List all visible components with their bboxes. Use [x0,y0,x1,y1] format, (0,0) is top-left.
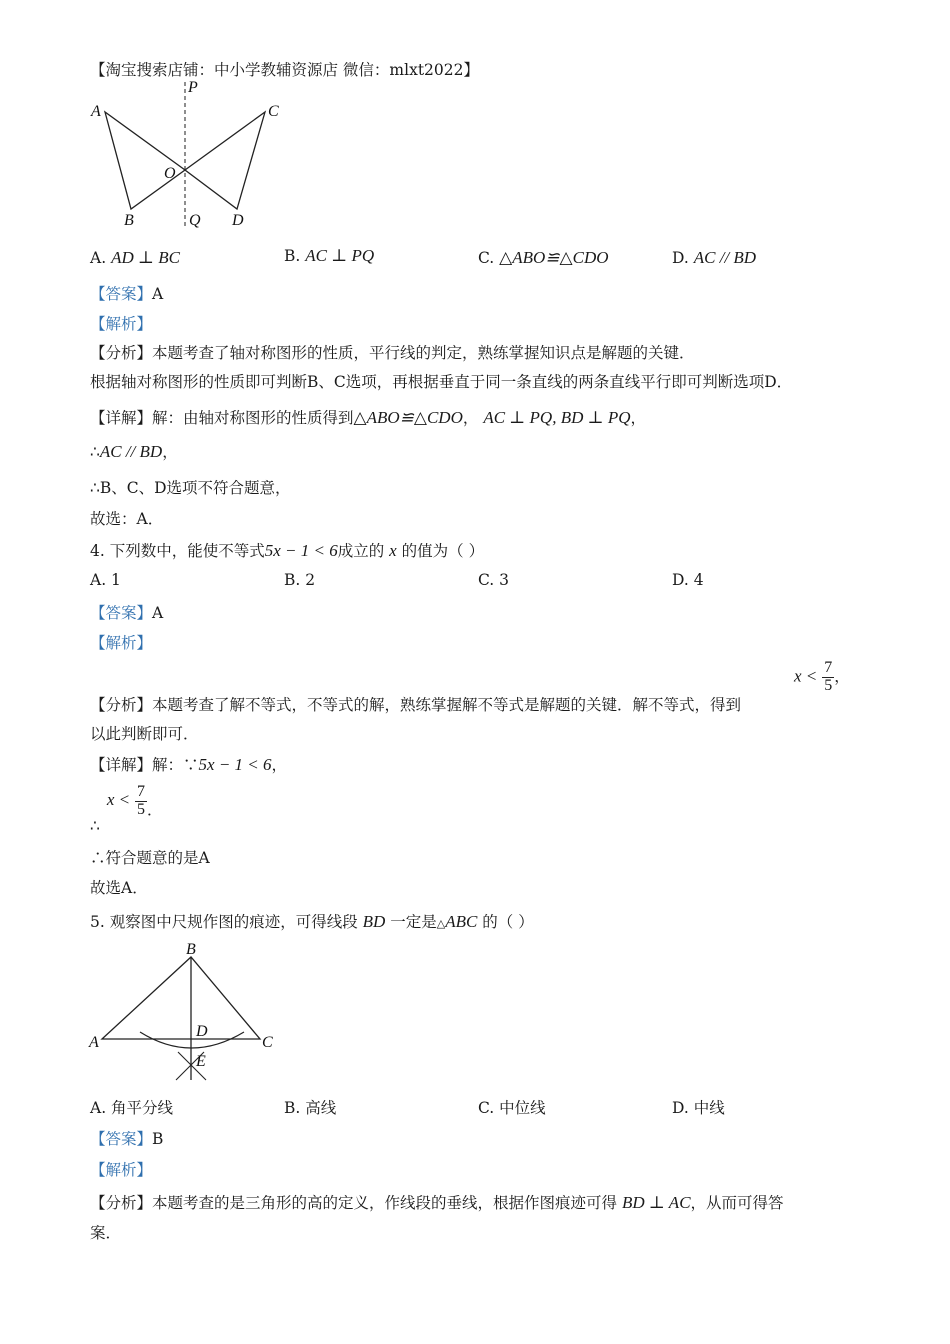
q5-stem: 5. 观察图中尺规作图的痕迹，可得线段 BD 一定是△ABC 的（ ） [90,912,534,931]
q5-option-a: A. 角平分线 [90,1099,174,1117]
label-Q: Q [189,212,201,229]
label-P: P [188,79,198,96]
page-header: 【淘宝搜索店铺：中小学教辅资源店 微信：mlxt2022】 [90,61,480,79]
label-E: E [196,1053,206,1070]
q3-therefore1: ∴AC // BD， [90,442,178,461]
q3-conclusion: 故选：A． [90,510,164,528]
q4-stem: 4. 下列数中，能使不等式5x − 1 < 6成立的 x 的值为（ ） [90,541,485,560]
q3-fenxi2: 根据轴对称图形的性质即可判断B、C选项，再根据垂直于同一条直线的两条直线平行即可判断选项D． [90,373,793,391]
q3-therefore2: ∴B、C、D选项不符合题意， [90,479,291,497]
q4-detail: 【详解】解：∵5x − 1 < 6， [90,755,288,774]
figure-bowtie [88,78,288,230]
q5-fenxi2: 案． [90,1224,122,1242]
q4-option-a: A. 1 [90,571,121,589]
q4-option-b: B. 2 [284,571,316,589]
q3-option-b: B. AC ⊥ PQ [284,246,375,265]
q5-analysis-tag: 【解析】 [90,1161,153,1179]
q5-fenxi: 【分析】本题考查的是三角形的高的定义，作线段的垂线，根据作图痕迹可得 BD ⊥ AC，从而可得答 [90,1193,784,1212]
q4-option-c: C. 3 [478,571,510,589]
q4-fenxi2: 以此判断即可． [90,725,199,743]
figure-triangle-construction [88,940,283,1085]
q3-analysis-tag: 【解析】 [90,315,153,333]
q4-result: ∴符合题意的是A [90,849,210,867]
label-B: B [186,941,196,958]
q3-option-a: A. AD ⊥ BC [90,248,180,267]
fraction-seven-fifths-2: $\frac{7}{5}$ [137,783,146,818]
q4-analysis-tag: 【解析】 [90,634,153,652]
q4-answer: 【答案】A [90,604,164,622]
q3-option-c: C. △ABO≌△CDO [478,248,609,267]
label-D: D [232,212,244,229]
q3-fenxi: 【分析】本题考查了轴对称图形的性质，平行线的判定，熟练掌握知识点是解题的关键． [90,344,695,362]
q3-detail: 【详解】解：由轴对称图形的性质得到△ABO≌△CDO， AC ⊥ PQ, BD ⊥ PQ， [90,408,647,427]
q4-option-d: D. 4 [672,571,704,589]
label-C: C [262,1034,273,1051]
q4-fenxi-inequality: x < $\frac{7}{5}$ ， [794,659,850,694]
q5-option-b: B. 高线 [284,1099,337,1117]
q5-option-c: C. 中位线 [478,1099,546,1117]
q3-answer: 【答案】A [90,285,164,303]
q5-answer: 【答案】B [90,1130,164,1148]
q4-conclusion: 故选A． [90,879,148,897]
label-D: D [196,1023,208,1040]
label-C: C [268,103,279,120]
label-O: O [164,165,176,182]
q3-option-d: D. AC // BD [672,248,757,267]
fraction-seven-fifths: $\frac{7}{5}$ [824,659,833,694]
q5-option-d: D. 中线 [672,1099,725,1117]
label-A: A [91,103,101,120]
q4-therefore: ∴ x < $\frac{7}{5}$ ． [90,783,163,836]
q4-fenxi: 【分析】本题考查了解不等式，不等式的解，熟练掌握解不等式是解题的关键．解不等式，得到 [90,696,742,714]
label-B: B [124,212,134,229]
label-A: A [89,1034,99,1051]
